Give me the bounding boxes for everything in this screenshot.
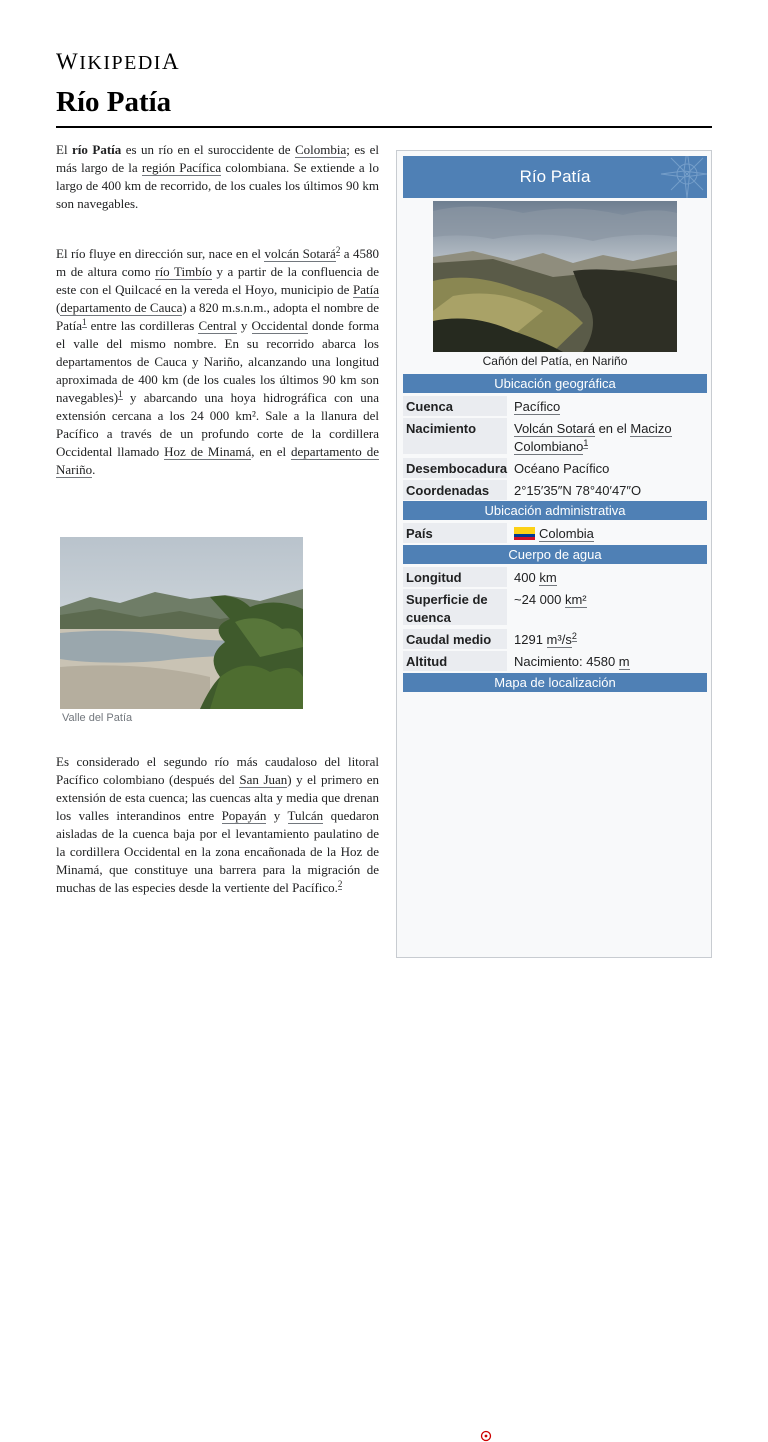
- row-longitud: [403, 567, 707, 587]
- infobox: [396, 150, 712, 958]
- link-popayan[interactable]: Popayán: [221, 808, 267, 823]
- link-hoz-de-minama[interactable]: Hoz de Minamá: [164, 444, 252, 459]
- reference-2[interactable]: 2: [335, 244, 341, 255]
- value-desembocadura: [511, 458, 707, 478]
- link-central[interactable]: Central: [198, 318, 237, 333]
- page-title: Río Patía: [56, 86, 172, 118]
- reference-1[interactable]: 1: [82, 316, 87, 327]
- value-cuenca: [511, 396, 707, 416]
- label-caudal: Caudal medio: [403, 629, 507, 649]
- section-ubicacion-administrativa: Ubicación administrativa: [403, 501, 707, 520]
- link-patia[interactable]: Patía: [353, 282, 379, 297]
- link-colombia[interactable]: Colombia: [539, 526, 594, 541]
- row-coordenadas: [403, 480, 707, 500]
- label-longitud: Longitud: [403, 567, 507, 587]
- link-departamento-cauca[interactable]: departamento de Cauca: [60, 300, 183, 315]
- link-tulcan[interactable]: Tulcán: [287, 808, 324, 823]
- link-volcan-sotara[interactable]: volcán Sotará: [264, 246, 336, 261]
- reference-2[interactable]: 2: [571, 630, 577, 641]
- section-ubicacion-geografica: Ubicación geográfica: [403, 374, 707, 393]
- value-coordenadas: [511, 480, 707, 500]
- link-departamento-narino[interactable]: departamento de Nariño: [56, 444, 379, 477]
- infobox-image-caption: Cañón del Patía, en Nariño: [482, 354, 628, 368]
- colombia-flag-icon: [514, 527, 535, 540]
- row-cuenca: [403, 396, 707, 416]
- label-superficie: Superficie de cuenca: [403, 589, 507, 625]
- title-divider: [56, 126, 712, 128]
- link-coordenadas[interactable]: 2°15′35″N 78°40′47″O: [514, 483, 642, 498]
- reference-1[interactable]: 1: [583, 437, 589, 448]
- row-altitud: [403, 651, 707, 671]
- row-caudal: [403, 629, 707, 649]
- link-oceano-pacifico[interactable]: Océano Pacífico: [514, 461, 610, 476]
- wordmark-letter: W: [56, 49, 80, 74]
- label-altitud: Altitud: [403, 651, 507, 671]
- link-rio-timbio[interactable]: río Timbío: [155, 264, 212, 279]
- link-pacifico[interactable]: Pacífico: [514, 399, 561, 414]
- location-map[interactable]: [403, 694, 707, 954]
- location-marker-icon: [480, 1430, 492, 1442]
- label-coordenadas: Coordenadas: [403, 480, 507, 500]
- wordmark-letter: A: [161, 49, 181, 74]
- section-mapa-de-localizacion: Mapa de localización: [403, 673, 707, 692]
- value-pais: [511, 523, 707, 543]
- link-occidental[interactable]: Occidental: [251, 318, 308, 333]
- bold-term: río Patía: [72, 142, 122, 157]
- value-longitud: 400 km: [511, 567, 707, 587]
- reference-2[interactable]: 2: [337, 878, 343, 889]
- valle-del-patia-photo[interactable]: [60, 537, 303, 709]
- link-m[interactable]: m: [618, 654, 630, 669]
- label-pais: País: [403, 523, 507, 543]
- link-volcan-sotara[interactable]: Volcán Sotará: [514, 421, 595, 436]
- reference-1[interactable]: 1: [118, 388, 123, 399]
- photo-caption: Valle del Patía: [62, 712, 133, 724]
- infobox-header: [403, 156, 707, 198]
- label-cuenca: Cuenca: [403, 396, 507, 416]
- row-nacimiento: [403, 418, 707, 454]
- link-km[interactable]: km: [539, 570, 557, 585]
- paragraph-intro: El río Patía es un río en el suroccidente de Colombia; es el más largo de la región Pacífica colombiana. Se extiende a lo largo de 400 km de recorrido, de los cuales los últimos 90 km son navegables.: [56, 142, 380, 211]
- canon-del-patia-photo[interactable]: [433, 201, 677, 352]
- link-m3s[interactable]: m³/s: [546, 632, 572, 647]
- row-pais: [403, 523, 707, 543]
- link-km2[interactable]: km²: [564, 592, 587, 607]
- link-colombia[interactable]: Colombia: [294, 142, 347, 157]
- label-desembocadura: Desembocadura: [403, 458, 507, 478]
- link-macizo-colombiano[interactable]: Macizo Colombiano: [514, 421, 672, 454]
- value-superficie: ~24 000 km²: [511, 589, 707, 625]
- value-caudal: 1291 $m^3/s^2$: [511, 629, 707, 649]
- section-cuerpo-de-agua: Cuerpo de agua: [403, 545, 707, 564]
- value-nacimiento: Volcán Sotará en el Macizo Colombiano$^1$: [511, 418, 707, 454]
- value-altitud: Nacimiento: 4580 m: [511, 651, 707, 671]
- wikipedia-wordmark[interactable]: [56, 49, 180, 75]
- label-nacimiento: Nacimiento: [403, 418, 507, 454]
- link-san-juan[interactable]: San Juan: [239, 772, 288, 787]
- wordmark-letters: IKIPEDI: [79, 52, 162, 74]
- row-superficie: [403, 589, 707, 625]
- paragraph-flow: Es considerado el segundo río más caudaloso del litoral Pacífico colombiano (después del San Juan) y el primero en extensión de esta cuenca; las cuencas alta y media que drenan los valles interandinos entre Popayán y Tulcán quedaron aisladas de la cuenca baja por el levantamiento paulatino de la cordillera Occidental en la zona encañonada de la Hoz de Minamá, que constituye una barrera para la migración de muchas de las especies desde la vertiente del Pacífico.$^2$: [56, 754, 379, 895]
- row-desembocadura: [403, 458, 707, 478]
- paragraph-course: El río fluye en dirección sur, nace en el volcán Sotará$^2$ a 4580 m de altura como río Timbío y a partir de la confluencia de este con el Quilcacé en la vereda el Hoyo, municipio de Patía (departamento de Cauca) a 820 m.s.n.m., adopta el nombre de Patía$^1$ entre las cordilleras Central y Occidental donde forma el valle del mismo nombre. En su recorrido abarca los departamentos de Cauca y Nariño, alcanzando una longitud aproximada de 400 km (de los cuales los últimos 90 km son navegables)$^1$ y abarcando una hoya hidrográfica con una extensión cercana a los 24 000 km². Sale a la llanura del Pacífico a través de un profundo corte de la cordillera Occidental llamado Hoz de Minamá, en el departamento de Nariño.: [56, 244, 379, 477]
- link-region-pacifica[interactable]: región Pacífica: [141, 160, 222, 175]
- infobox-title: Río Patía: [519, 167, 591, 186]
